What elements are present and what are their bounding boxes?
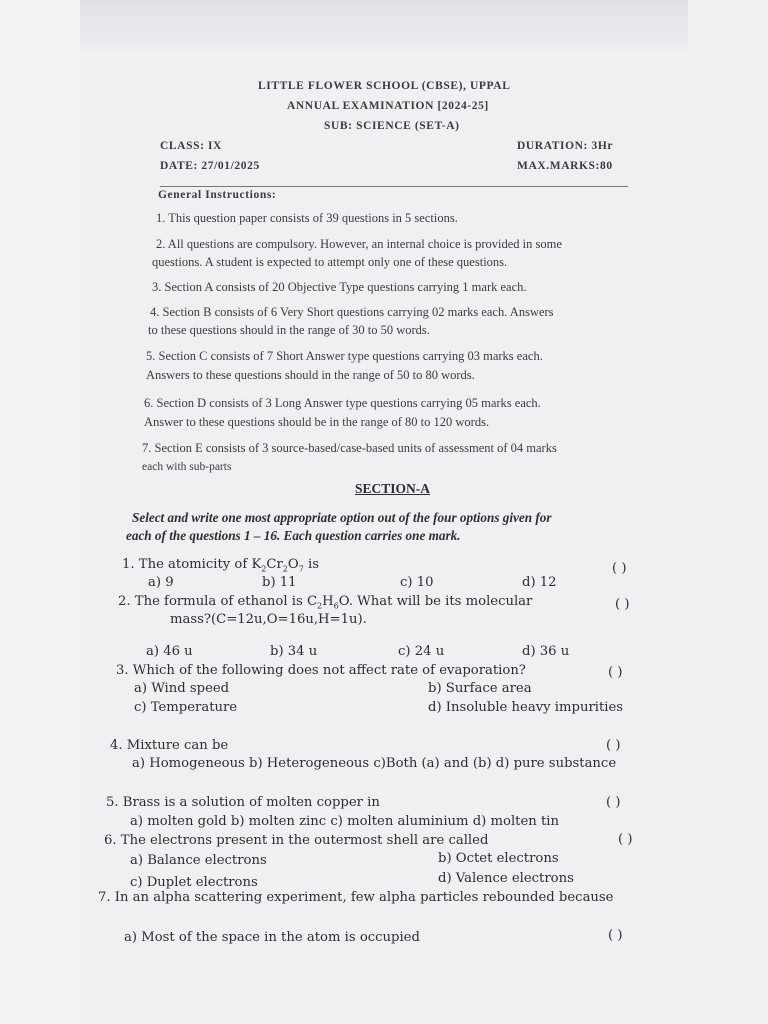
q6-option-c: c) Duplet electrons	[130, 875, 258, 890]
q6-option-b: b) Octet electrons	[438, 851, 559, 866]
instruction-4-line1: 4. Section B consists of 6 Very Short questions carrying 02 marks each. Answers	[150, 305, 554, 319]
class-label: CLASS: IX	[160, 140, 222, 152]
background-left	[0, 0, 80, 1024]
answer-box-4: ( )	[606, 738, 621, 753]
instruction-5-line2: Answers to these questions should in the range of 50 to 80 words.	[146, 368, 475, 382]
exam-title: ANNUAL EXAMINATION [2024-25]	[287, 100, 489, 112]
q3-option-d: d) Insoluble heavy impurities	[428, 700, 624, 715]
question-7: 7. In an alpha scattering experiment, few alpha particles rebounded because	[98, 890, 614, 905]
q2-option-b: b) 34 u	[270, 644, 318, 659]
instruction-6-line2: Answer to these questions should be in the range of 80 to 120 words.	[144, 415, 490, 429]
q2-option-a: a) 46 u	[146, 644, 193, 659]
q3-option-c: c) Temperature	[134, 700, 238, 715]
question-2: 2. The formula of ethanol is $C_2H_6O$. What will be its molecular	[118, 594, 533, 611]
q6-option-d: d) Valence electrons	[438, 871, 574, 886]
background-right	[688, 0, 768, 1024]
question-4: 4. Mixture can be	[110, 738, 229, 753]
q1-option-c: c) 10	[400, 575, 434, 590]
q3-option-b: b) Surface area	[428, 681, 532, 696]
instruction-7-line2: each with sub-parts	[142, 461, 232, 473]
answer-box-7: ( )	[608, 928, 623, 943]
instruction-7-line1: 7. Section E consists of 3 source-based/case-based units of assessment of 04 marks	[142, 441, 557, 455]
q1-option-b: b) 11	[262, 575, 297, 590]
instruction-4-line2: to these questions should in the range of 30 to 50 words.	[148, 323, 430, 337]
answer-box-5: ( )	[606, 795, 621, 810]
instruction-1: 1. This question paper consists of 39 questions in 5 sections.	[156, 211, 458, 225]
section-a-instruction-line1: Select and write one most appropriate option out of the four options given for	[132, 510, 552, 525]
instruction-5-line1: 5. Section C consists of 7 Short Answer type questions carrying 03 marks each.	[146, 349, 543, 363]
subject-title: SUB: SCIENCE (SET-A)	[324, 120, 460, 132]
q6-option-a: a) Balance electrons	[130, 853, 267, 868]
q1-option-d: d) 12	[522, 575, 557, 590]
question-5: 5. Brass is a solution of molten copper in	[106, 795, 380, 810]
question-3: 3. Which of the following does not affect rate of evaporation?	[116, 663, 526, 678]
q2-option-c: c) 24 u	[398, 644, 445, 659]
answer-box-3: ( )	[608, 665, 623, 680]
paper-shadow	[80, 0, 688, 55]
section-a-instruction-line2: each of the questions 1 – 16. Each question carries one mark.	[126, 528, 461, 543]
instruction-2-line1: 2. All questions are compulsory. However, an internal choice is provided in some	[156, 237, 562, 251]
header-divider	[160, 186, 628, 187]
instruction-6-line1: 6. Section D consists of 3 Long Answer type questions carrying 05 marks each.	[144, 396, 541, 410]
q7-option-a: a) Most of the space in the atom is occupied	[124, 930, 420, 945]
q3-option-a: a) Wind speed	[134, 681, 230, 696]
instructions-title: General Instructions:	[158, 189, 277, 201]
q4-options: a) Homogeneous b) Heterogeneous c)Both (a) and (b) d) pure substance	[132, 756, 617, 771]
school-name: LITTLE FLOWER SCHOOL (CBSE), UPPAL	[258, 80, 511, 92]
question-6: 6. The electrons present in the outermost shell are called	[104, 833, 489, 848]
exam-paper	[80, 0, 688, 1024]
section-a-title: SECTION-A	[355, 481, 431, 496]
duration-label: DURATION: 3Hr	[517, 140, 614, 152]
instruction-3: 3. Section A consists of 20 Objective Type questions carrying 1 mark each.	[152, 280, 527, 294]
question-1: 1. The atomicity of $K_2Cr_2O_7$ is	[122, 557, 319, 574]
answer-box-2: ( )	[615, 597, 630, 612]
q5-options: a) molten gold b) molten zinc c) molten aluminium d) molten tin	[130, 814, 559, 829]
q1-option-a: a) 9	[148, 575, 174, 590]
answer-box-1: ( )	[612, 561, 627, 576]
answer-box-6: ( )	[618, 832, 633, 847]
instruction-2-line2: questions. A student is expected to attempt only one of these questions.	[152, 255, 508, 269]
q2-option-d: d) 36 u	[522, 644, 570, 659]
max-marks-label: MAX.MARKS:80	[517, 160, 613, 172]
date-label: DATE: 27/01/2025	[160, 160, 260, 172]
question-2-line2: mass?(C=12u,O=16u,H=1u).	[170, 612, 367, 627]
